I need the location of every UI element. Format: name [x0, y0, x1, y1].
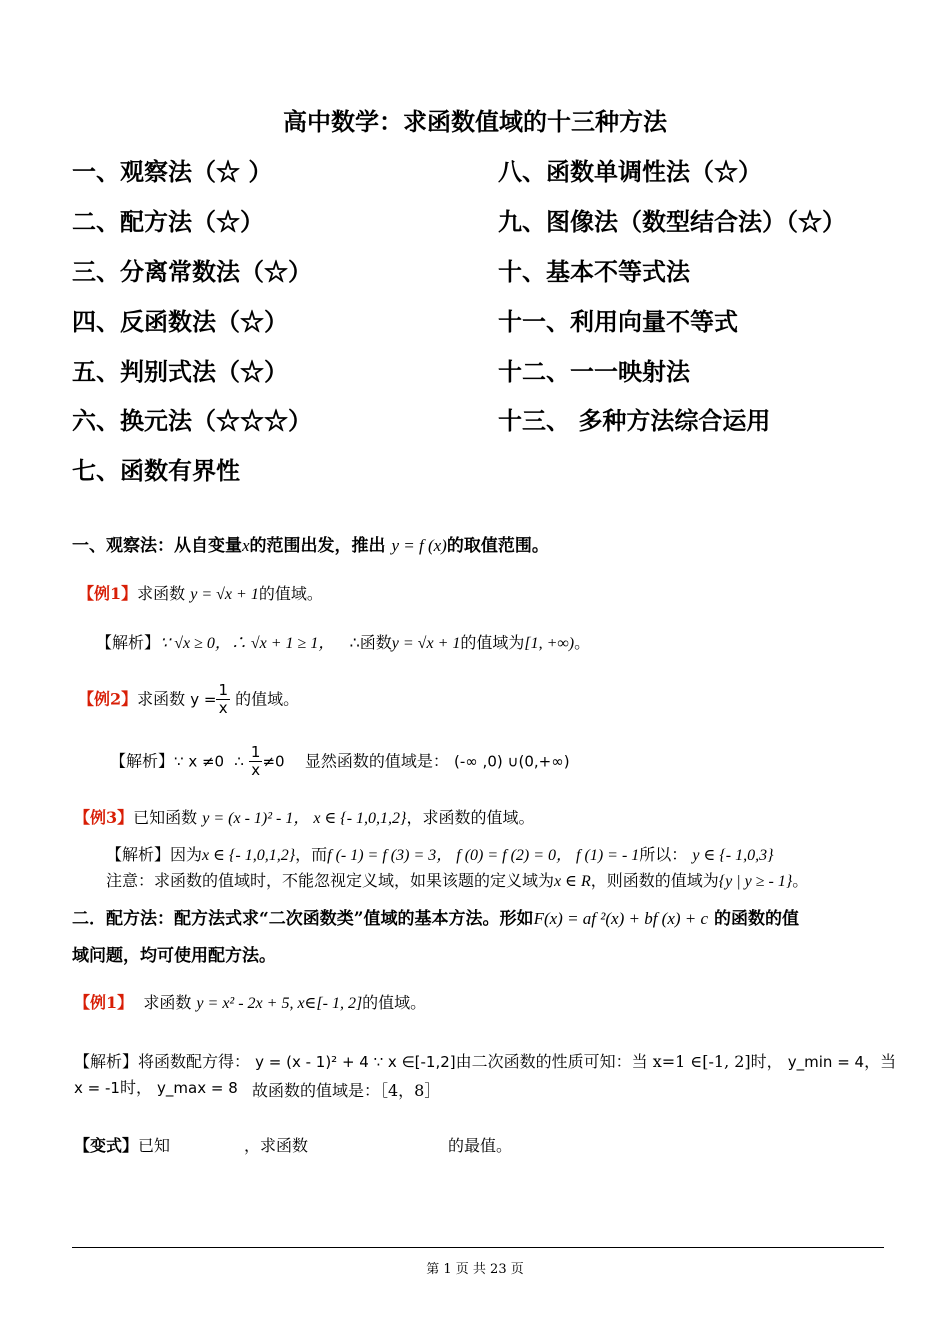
variant-prompt-2: ，求函数	[244, 1136, 309, 1155]
example-tag: 【例3】	[74, 808, 134, 827]
section-2-heading: 二．配方法：配方法式求“二次函数类”值域的基本方法。形如F(x) = af ²(x) + bf (x) + c 的函数的值	[72, 909, 799, 929]
note: 注意：求函数的值域时，不能忽视定义域，如果该题的定义域为x ∈ R，则函数的值域为{y | y ≥ - 1}。	[106, 871, 809, 890]
toc-left-item-6: 六、换元法（☆☆☆）	[72, 406, 312, 435]
section-2-heading-cont: 域问题，均可使用配方法。	[72, 946, 276, 966]
example-tag: 【例1】	[74, 993, 134, 1012]
example-tag: 【例1】	[78, 584, 138, 603]
result: [1, +∞)	[524, 635, 575, 652]
toc-right-item-2: 九、图像法（数型结合法）（☆）	[498, 207, 846, 236]
solution-2-1: 【解析】将函数配方得： y = (x - 1)² + 4 ∵ x ∈[-1,2]由二次函数的性质可知：当 x=1 ∈[-1, 2]时， y_min = 4，当	[74, 1052, 897, 1071]
example-2-1: 【例1】 求函数 y = x² - 2x + 5, x∈[- 1, 2]的值域。	[74, 993, 427, 1012]
variant-prompt: 【变式】已知	[74, 1136, 171, 1155]
toc-left-item-2: 二、配方法（☆）	[72, 207, 264, 236]
toc-left-item-4: 四、反函数法（☆）	[72, 307, 288, 336]
example-1-2: 【例2】求函数 y = $\frac{1}{x}$ 的值域。	[78, 681, 300, 718]
example-1-1: 【例1】求函数 y = √x + 1的值域。	[78, 584, 323, 603]
solution-2-1-cont: x = -1时， y_max = 8	[74, 1078, 238, 1097]
variant-prompt-3: 的最值。	[448, 1136, 513, 1155]
section-1-heading: 一、观察法：从自变量x的范围出发，推出 y = f (x)的取值范围。	[72, 536, 549, 556]
result: (-∞ ,0) ∪(0,+∞)	[454, 752, 570, 771]
toc-left-item-7: 七、函数有界性	[72, 456, 240, 485]
toc-left-item-3: 三、分离常数法（☆）	[72, 257, 312, 286]
toc-left-item-1: 一、观察法（☆ ）	[72, 157, 273, 186]
formula: y = (x - 1)² - 1， x ∈ {- 1,0,1,2}	[202, 810, 407, 827]
solution-1-1: 【解析】∵ √x ≥ 0，∴ √x + 1 ≥ 1， ∴函数y = √x + 1的值域为[1, +∞)。	[96, 633, 591, 652]
fraction: $\frac{1}{x}$	[250, 743, 261, 780]
solution-1-3: 【解析】因为x ∈ {- 1,0,1,2}，而f (- 1) = f (3) = 3， f (0) = f (2) = 0， f (1) = - 1所以： y ∈ {- 1,0,3}	[106, 845, 774, 864]
solution-2-1-result: 故函数的值域是：［4，8］	[252, 1081, 441, 1100]
fraction: $\frac{1}{x}$	[218, 681, 229, 718]
toc-right-item-4: 十一、利用向量不等式	[498, 307, 738, 336]
page-title: 高中数学：求函数值域的十三种方法	[283, 107, 667, 136]
solution-1-2: 【解析】∵ x ≠0 ∴ $\frac{1}{x}$ ≠0 显然函数的值域是： (-∞ ,0) ∪(0,+∞)	[110, 743, 570, 780]
toc-right-item-1: 八、函数单调性法（☆）	[498, 157, 762, 186]
formula: y = √x + 1	[190, 586, 259, 603]
example-tag: 【例2】	[78, 689, 138, 709]
toc-right-item-6: 十三、 多种方法综合运用	[498, 406, 771, 435]
formula: y = √x + 1	[391, 635, 461, 652]
page-number: 第 1 页 共 23 页	[426, 1262, 524, 1277]
toc-left-item-5: 五、判别式法（☆）	[72, 357, 288, 386]
toc-right-item-3: 十、基本不等式法	[498, 257, 690, 286]
toc-right-item-5: 十二、一一映射法	[498, 357, 690, 386]
footer-divider	[72, 1247, 884, 1248]
variant-tag: 【变式】	[74, 1136, 139, 1155]
example-1-3: 【例3】已知函数 y = (x - 1)² - 1， x ∈ {- 1,0,1,2}，求函数的值域。	[74, 808, 535, 827]
formula: y = x² - 2x + 5, x∈[- 1, 2]	[196, 995, 363, 1012]
